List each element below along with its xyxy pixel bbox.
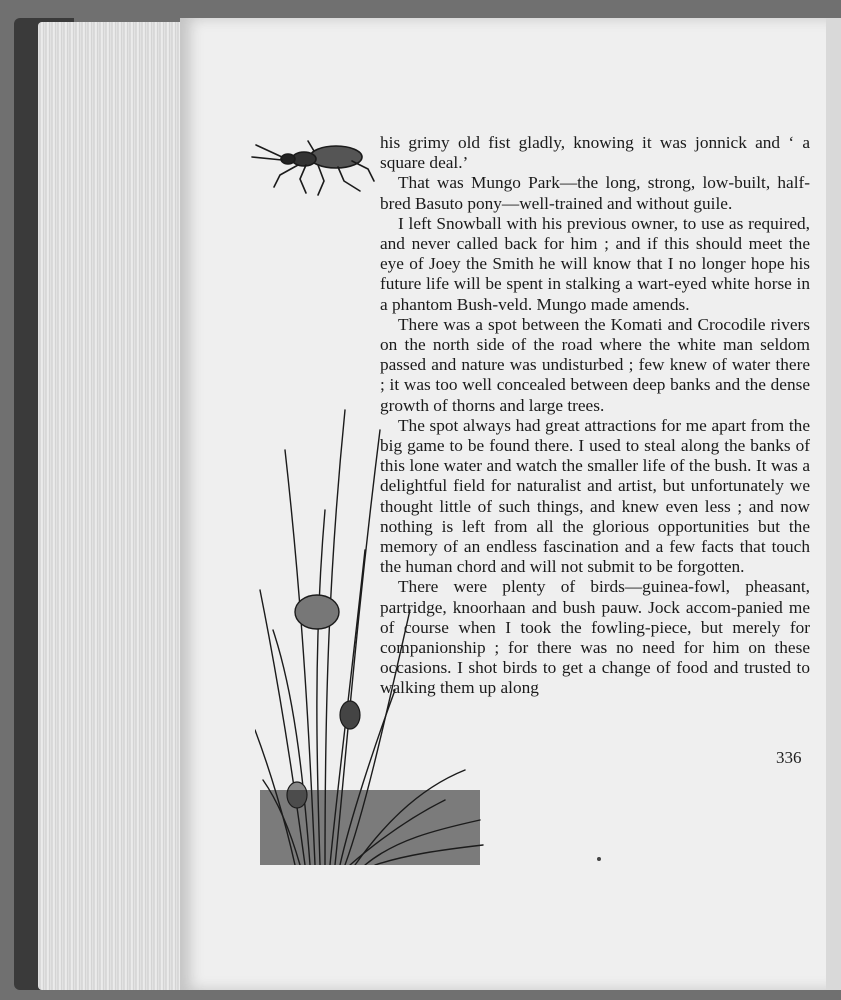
page-edges-stack [38,22,188,990]
page-text [380,133,810,699]
facing-page-edge [826,18,841,990]
paragraph-5: The spot always had great attractions for me apart from the big game to be found there. I used to steal along the banks of this lone water and watch the smaller life of the bush. It was a delightful field for naturalist and artist, but unfortunately we thought little of such things, and knew even less ; and now nothing is left from all the glorious opportunities but the memory of an endless fascination and a few facts that touch the human chord and will not submit to be forgotten. [380,415,810,577]
beetle-illustration [248,135,378,200]
page-number: 336 [776,748,802,767]
paragraph-4: There was a spot between the Komati and Crocodile rivers on the north side of the road where the white man seldom passed and nature was undisturbed ; few knew of water there ; it was too well concealed between deep banks and the dense growth of thorns and large trees. [380,314,810,415]
paragraph-3: I left Snowball with his previous owner, to use as required, and never called back for him ; and if this should meet the eye of Joey the Smith he will know that I no longer hope his future life will be spent in stalking a wart-eyed white horse in a phantom Bush-veld. Mungo made amends. [380,213,810,314]
paragraph-6: There were plenty of birds—guinea-fowl, pheasant, partridge, knoorhaan and bush pauw. Jock accom-panied me of course when I took the fowling-piece, but merely for companionship ; for there was no need for him on these occasions. I shot birds to get a change of food and trusted to walking them up along [380,577,810,698]
paragraph-1: his grimy old fist gladly, knowing it was jonnick and ‘ a square deal.’ [380,133,810,173]
paragraph-2: That was Mungo Park—the long, strong, low-built, half-bred Basuto pony—well-trained and without guile. [380,173,810,213]
ink-speck [597,857,601,861]
